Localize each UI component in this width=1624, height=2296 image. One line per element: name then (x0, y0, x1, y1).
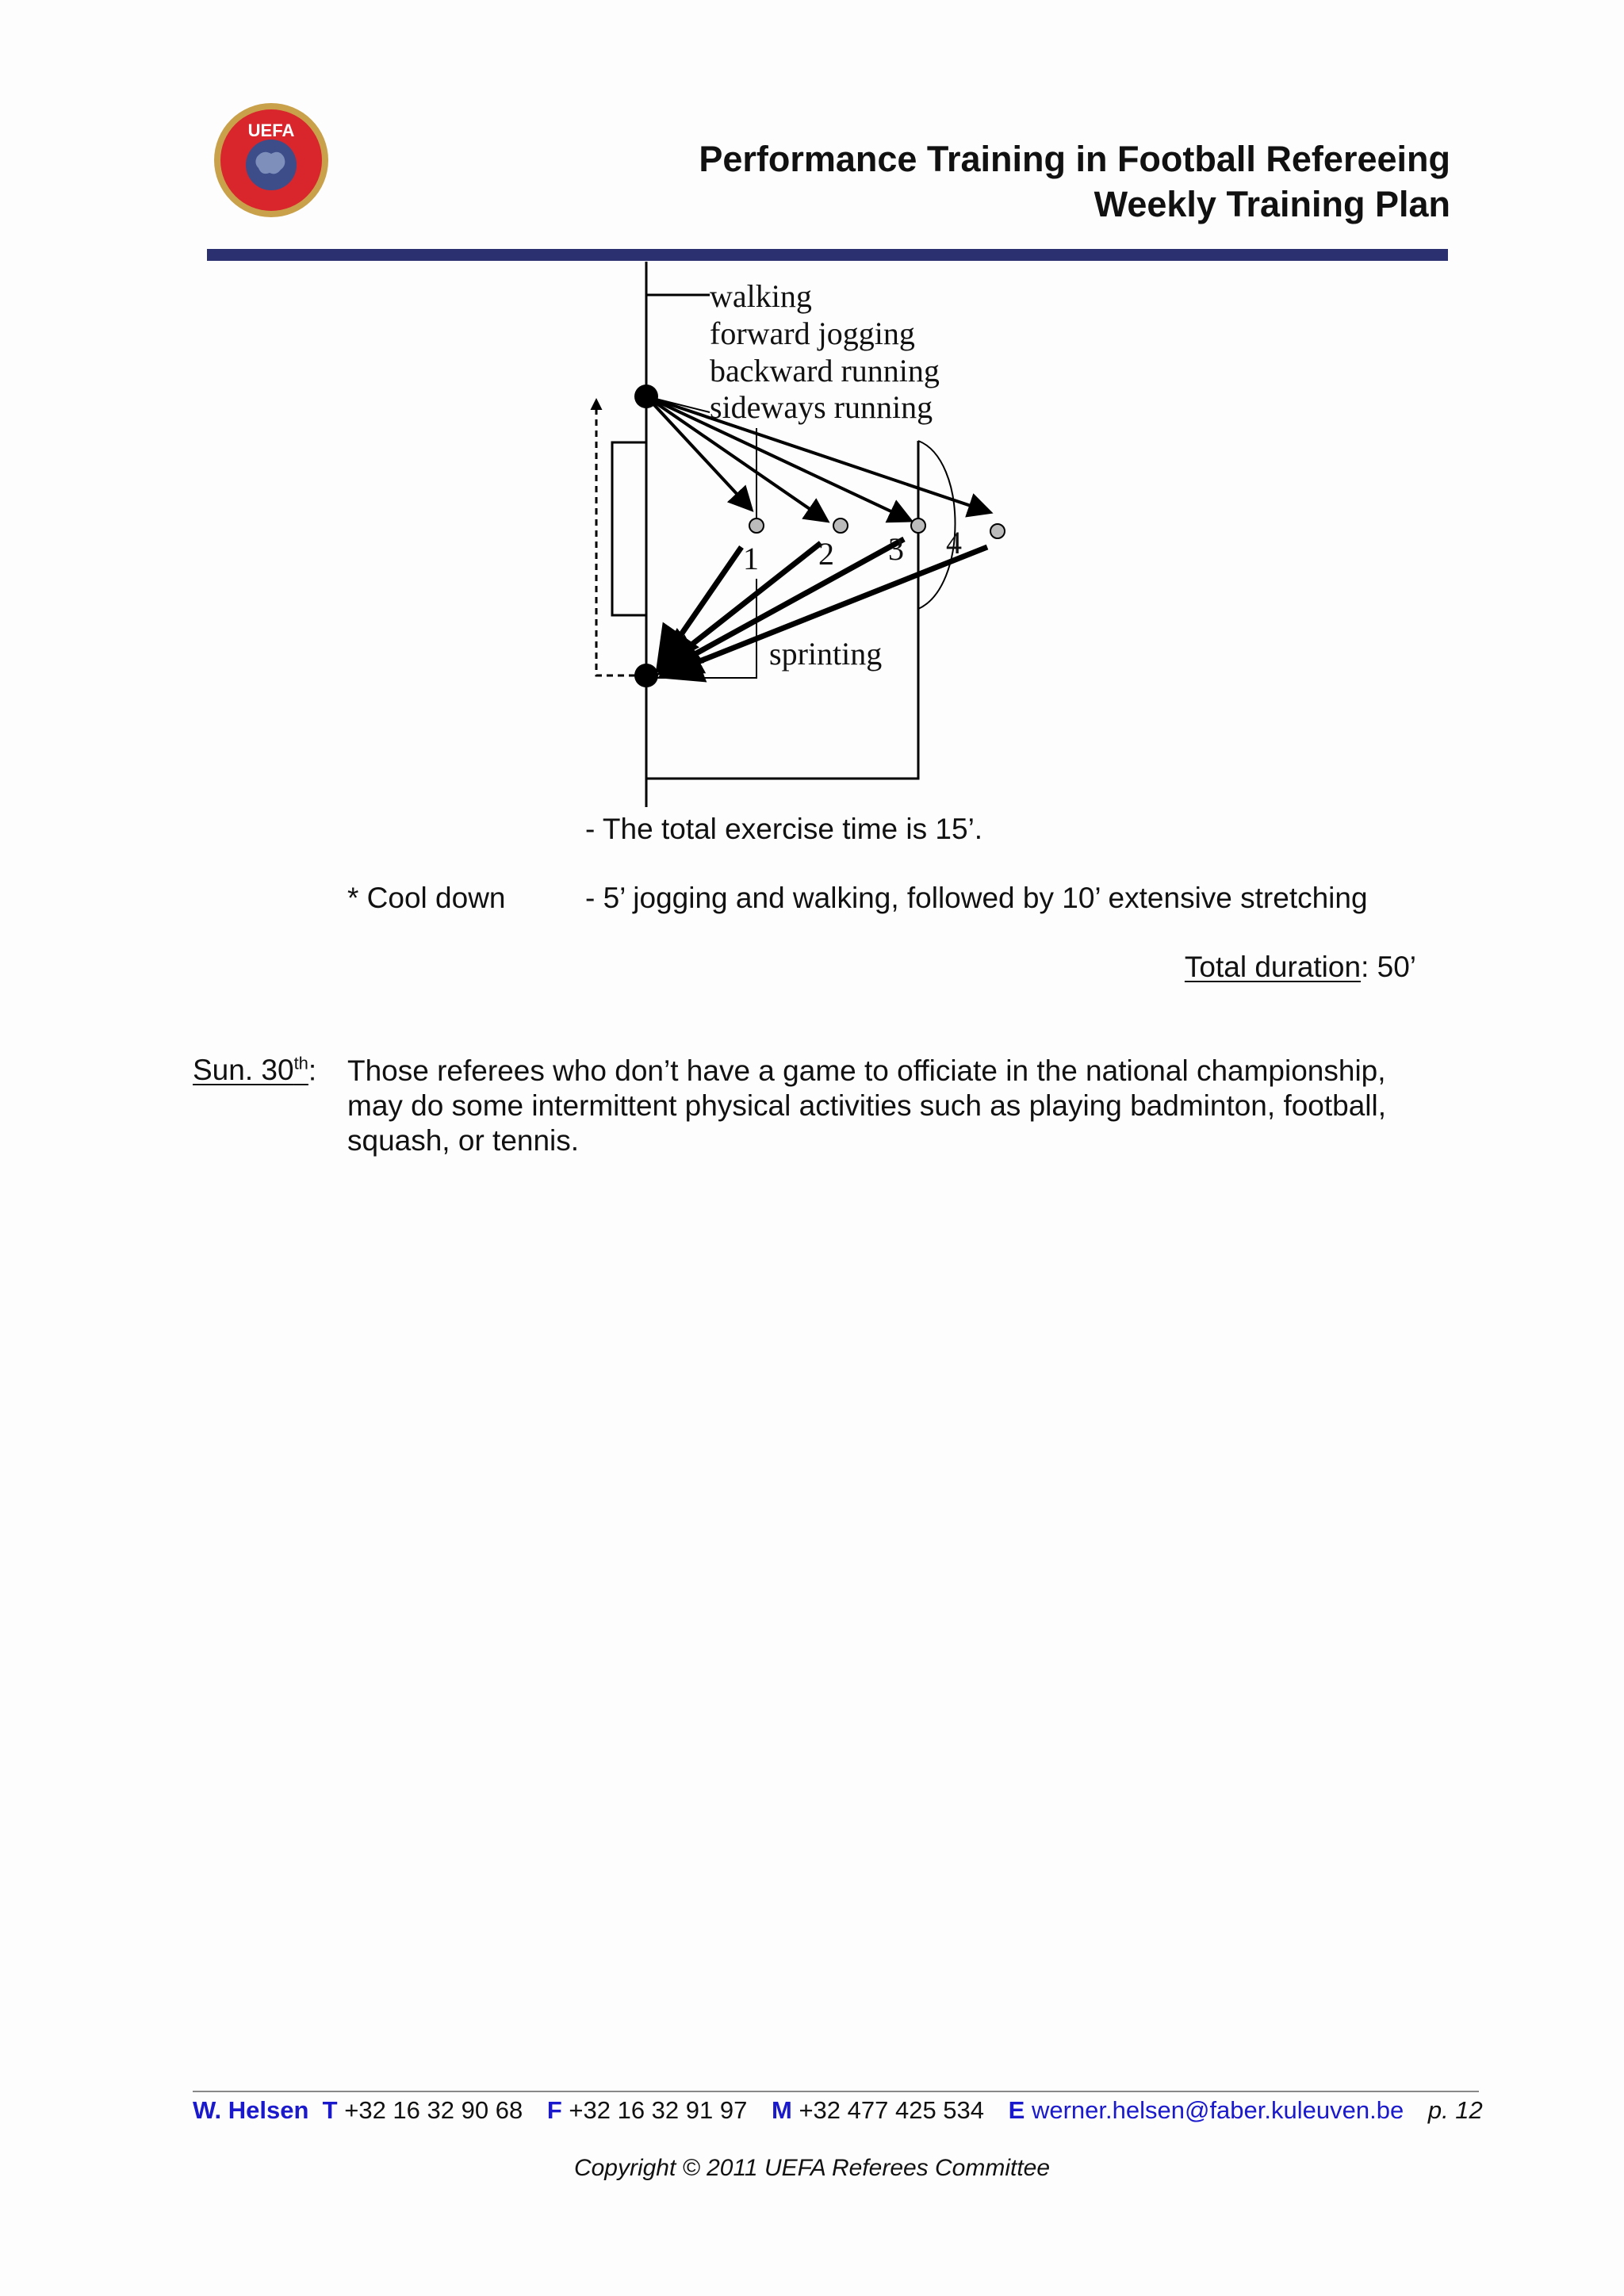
svg-text:2: 2 (818, 536, 834, 572)
total-duration-value: : 50’ (1361, 951, 1416, 983)
author-name: W. Helsen (193, 2096, 309, 2124)
cooldown-label: * Cool down (347, 882, 506, 914)
day-label-sunday: Sun. 30th: (193, 1054, 317, 1087)
svg-text:4: 4 (946, 525, 962, 561)
svg-text:backward running: backward running (710, 353, 940, 388)
cooldown-text: - 5’ jogging and walking, followed by 10’ extensive stretching (585, 882, 1368, 914)
exercise-time-note: - The total exercise time is 15’. (585, 813, 983, 845)
svg-text:sideways running: sideways running (710, 389, 933, 425)
copyright-notice: Copyright © 2011 UEFA Referees Committee (573, 2155, 1051, 2181)
total-duration (1185, 951, 1416, 984)
phone-number: +32 16 32 90 68 (344, 2096, 523, 2124)
svg-text:walking: walking (710, 278, 812, 314)
sunday-text: Those referees who don’t have a game to officiate in the national championship, may do some intermittent physical activities such as playing badminton, football, squash, or tennis. (347, 1054, 1387, 1157)
fax-number: +32 16 32 91 97 (569, 2096, 748, 2124)
svg-text:3: 3 (888, 531, 904, 567)
footer-contact: W. Helsen T +32 16 32 90 68 F +32 16 32 91 97 M +32 477 425 534 E werner.helsen@faber.kuleuven.be p. 12 (193, 2096, 1483, 2124)
total-duration-label: Total duration (1184, 951, 1362, 983)
drill-diagram (0, 0, 1624, 840)
page-number: p. 12 (1427, 2096, 1483, 2124)
svg-text:UEFA: UEFA (247, 121, 295, 140)
email-link[interactable]: werner.helsen@faber.kuleuven.be (1031, 2096, 1404, 2124)
mobile-number: +32 477 425 534 (799, 2096, 985, 2124)
svg-text:sprinting: sprinting (769, 636, 883, 672)
footer-rule (193, 2091, 1479, 2092)
svg-text:1: 1 (743, 541, 759, 576)
svg-text:forward jogging: forward jogging (710, 316, 915, 351)
page-subtitle: Weekly Training Plan (1094, 184, 1450, 224)
page-title: Performance Training in Football Refereeing (699, 139, 1450, 179)
